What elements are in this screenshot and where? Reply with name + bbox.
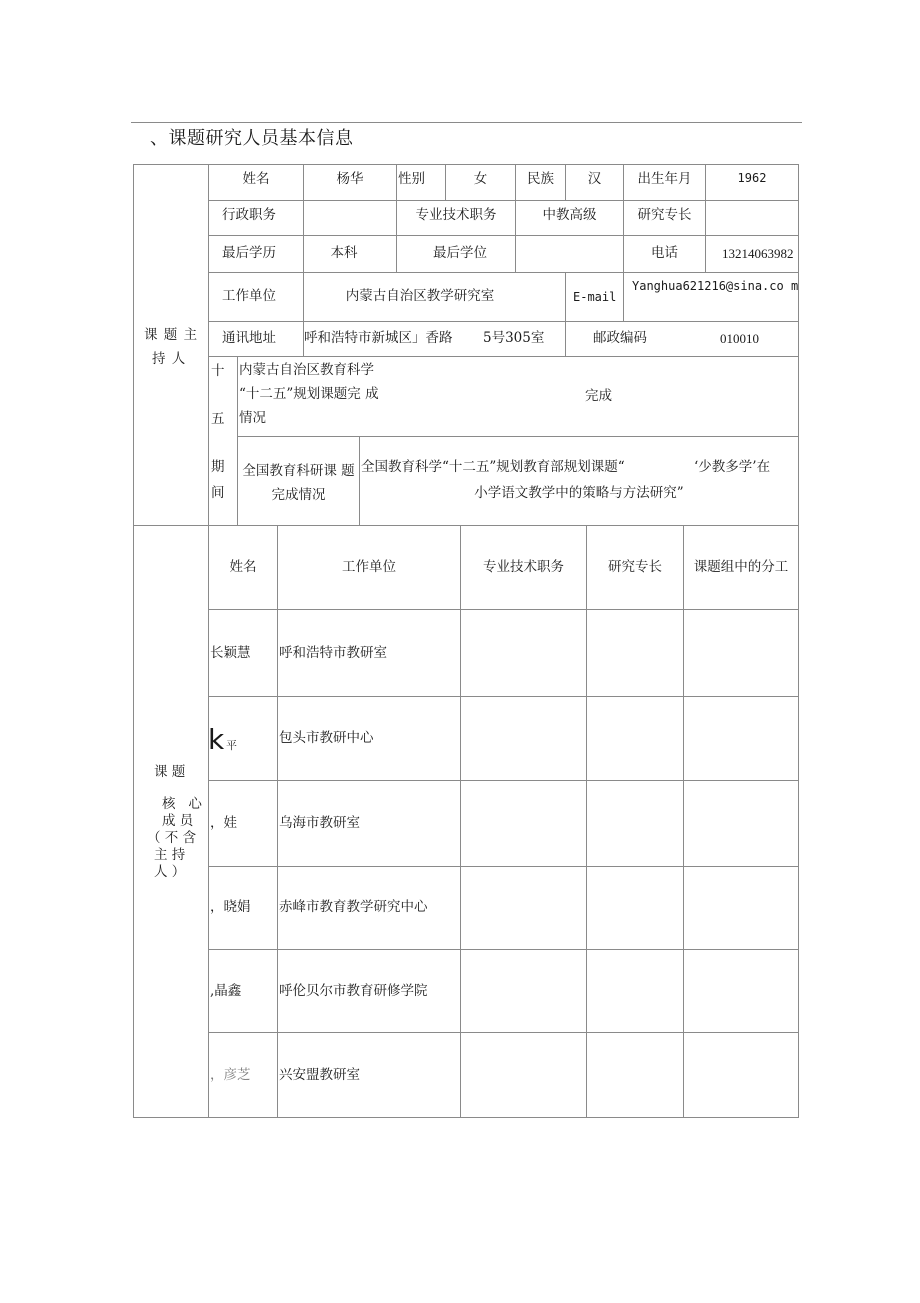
grid-line xyxy=(133,164,134,1118)
address-value: 呼和浩特市新城区」香路 xyxy=(304,330,453,346)
postcode-value: 010010 xyxy=(720,331,759,346)
grid-line xyxy=(133,1117,799,1118)
gender-value: 女 xyxy=(473,171,488,187)
birth-label: 出生年月 xyxy=(637,171,692,187)
email-label: E-mail xyxy=(573,290,617,304)
grid-line xyxy=(208,696,799,697)
specialty-label: 研究专长 xyxy=(637,207,692,223)
regional-project-label: “十二五”规划课题完 成 xyxy=(239,386,379,402)
member-name: ,晶鑫 xyxy=(210,983,242,999)
grid-line xyxy=(208,321,799,322)
name-value: 杨华 xyxy=(336,171,364,187)
unit-value: 内蒙古自治区教学研究室 xyxy=(345,288,495,304)
grid-line xyxy=(303,200,304,235)
section-title: 、课题研究人员基本信息 xyxy=(150,128,354,149)
title-label: 专业技术职务 xyxy=(415,207,497,223)
members-header: 专业技术职务 xyxy=(483,559,564,575)
member-name: ，彦芝 xyxy=(210,1067,251,1083)
period-label: 期 xyxy=(211,459,225,475)
name-label: 姓名 xyxy=(242,171,270,187)
member-name: 长颖慧 xyxy=(210,645,251,661)
grid-line xyxy=(277,525,278,1117)
postcode-label: 邮政编码 xyxy=(593,330,647,346)
grid-line xyxy=(705,200,706,235)
regional-project-label: 情况 xyxy=(239,410,266,426)
grid-line xyxy=(208,609,799,610)
national-project-value: ‘少教多学’在 xyxy=(694,459,771,475)
national-project-label: 完成情况 xyxy=(271,487,326,503)
email-value: Yanghua621216@sina.co m xyxy=(632,279,799,293)
members-header: 课题组中的分工 xyxy=(693,559,789,575)
grid-line xyxy=(208,1032,799,1033)
period-label: 五 xyxy=(211,411,225,427)
birth-value: 1962 xyxy=(737,171,767,185)
education-value: 本科 xyxy=(330,245,358,261)
national-project-label: 全国教育科研课 题 xyxy=(242,463,355,479)
member-name: ，晓娟 xyxy=(210,899,251,915)
unit-label: 工作单位 xyxy=(222,288,276,304)
phone-value: 13214063982 xyxy=(722,246,794,261)
members-section-label: 主 持 xyxy=(154,847,186,863)
grid-line xyxy=(565,321,566,356)
grid-line xyxy=(359,436,360,525)
member-unit: 乌海市教研室 xyxy=(279,815,360,831)
member-unit: 包头市教研中心 xyxy=(279,730,374,746)
grid-line xyxy=(208,164,209,1118)
gender-label: 性别 xyxy=(398,171,425,187)
member-unit: 兴安盟教研室 xyxy=(279,1067,360,1083)
grid-line xyxy=(396,164,397,200)
grid-line xyxy=(208,780,799,781)
grid-line xyxy=(798,164,799,1118)
regional-project-status: 完成 xyxy=(585,388,612,404)
ethnicity-value: 汉 xyxy=(587,171,602,187)
admin-post-label: 行政职务 xyxy=(222,207,276,223)
members-header: 工作单位 xyxy=(342,559,396,575)
grid-line xyxy=(460,525,461,1117)
grid-line xyxy=(133,525,799,526)
members-section-label: 成 员 xyxy=(162,813,194,829)
member-unit: 赤峰市教育教学研究中心 xyxy=(279,899,428,915)
members-header: 研究专长 xyxy=(608,559,662,575)
members-section-label: （ 不 含 xyxy=(147,830,197,846)
grid-line xyxy=(208,866,799,867)
members-section-label: 课 题 xyxy=(154,764,186,780)
grid-line xyxy=(208,200,799,201)
member-name-fragment: k xyxy=(208,723,225,756)
member-unit: 呼和浩特市教研室 xyxy=(279,645,387,661)
education-label: 最后学历 xyxy=(222,245,276,261)
grid-line xyxy=(208,235,799,236)
grid-line xyxy=(565,272,566,321)
address-label: 通讯地址 xyxy=(222,330,276,346)
member-name: ，娃 xyxy=(210,815,237,831)
grid-line xyxy=(586,525,587,1117)
address-value-detail: 5号305室 xyxy=(483,330,545,346)
host-section-label: 课 题 主 xyxy=(144,327,199,343)
national-project-value: 全国教育科学“十二五”规划教育部规划课题“ xyxy=(361,459,625,475)
member-name: 平 xyxy=(226,739,237,752)
grid-line xyxy=(133,164,799,165)
grid-line xyxy=(705,235,706,272)
title-value: 中教高级 xyxy=(542,207,597,223)
degree-label: 最后学位 xyxy=(433,245,487,261)
grid-line xyxy=(623,272,624,321)
members-header: 姓名 xyxy=(229,559,257,575)
period-label: 十 xyxy=(211,363,225,379)
grid-line xyxy=(208,949,799,950)
grid-line xyxy=(208,356,799,357)
member-unit: 呼伦贝尔市教育研修学院 xyxy=(279,983,428,999)
national-project-value: 小学语文教学中的策略与方法研究” xyxy=(474,485,684,501)
top-rule xyxy=(131,122,802,123)
members-section-label: 人 ） xyxy=(154,864,186,880)
grid-line xyxy=(683,525,684,1117)
members-section-label: 核 心 xyxy=(162,796,202,812)
regional-project-label: 内蒙古自治区教育科学 xyxy=(239,362,374,378)
grid-line xyxy=(208,272,799,273)
grid-line xyxy=(237,436,799,437)
period-label: 间 xyxy=(211,485,225,501)
phone-label: 电话 xyxy=(651,245,678,261)
ethnicity-label: 民族 xyxy=(527,171,554,187)
host-section-label: 持 人 xyxy=(152,351,187,367)
